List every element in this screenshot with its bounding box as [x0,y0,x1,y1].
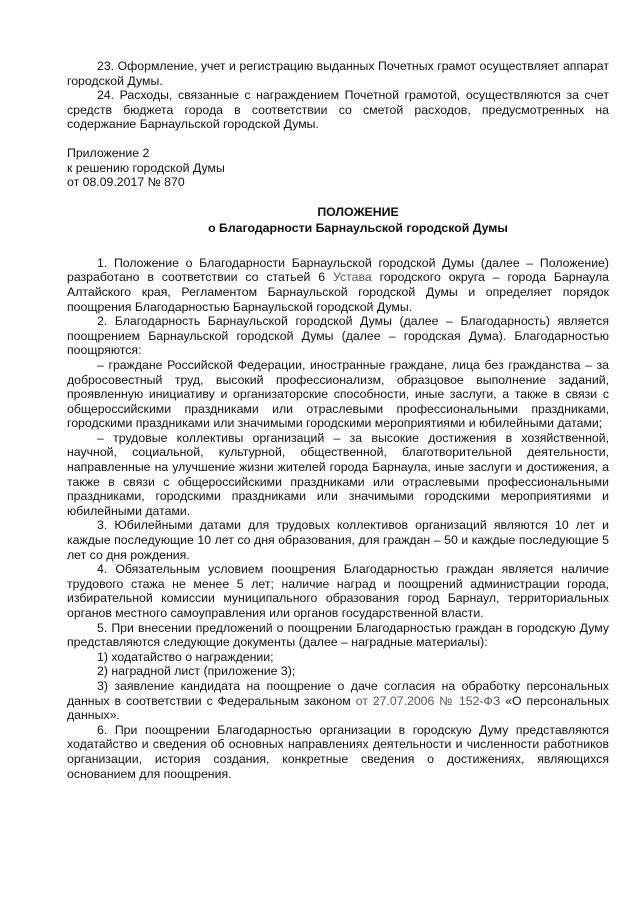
appendix-line-1: Приложение 2 [67,145,150,160]
appendix-header [67,146,609,190]
paragraph-5-item-1: 1) ходатайство о награждении; [97,649,274,664]
paragraph-1-text-b: городского округа – города Барнаула Алтайского края, Регламентом Барнаульской городской Думы и определяет порядок поощрения Благодарностью Барнаульской городской Думы. [67,270,609,314]
paragraph-1 [67,256,609,314]
paragraph-5: 5. При внесении предложений о поощрении Благодарностью граждан в городскую Думу представляются следующие документы (далее – наградные материалы): [67,620,609,650]
ustav-link[interactable]: Устава [333,270,372,285]
document-page [67,59,609,781]
paragraph-5-item-3-text-b: «О персональных данных». [67,693,609,723]
paragraph-2-collectives: – трудовые коллективы организаций – за высокие достижения в хозяйственной, научной, социальной, культурной, общественной, благотворительной деятельности, направленные на улучшение жизни жителей города Барнаула, иные заслуги и достижения, а также в связи с общероссийскими праздниками или отраслевыми профессиональными праздниками, городскими праздниками или значимыми городскими мероприятиями и юбилейными датами. [67,430,609,518]
paragraph-5-item-3 [67,679,609,723]
title-line-2: о Благодарности Барнаульской городской Думы [208,220,508,235]
federal-law-link[interactable]: от 27.07.2006 № 152-ФЗ [355,693,501,708]
paragraph-2-citizens: – граждане Российской Федерации, иностранные граждане, лица без гражданства – за добросовестный труд, высокий профессионализм, образцовое выполнение заданий, проявленную инициативу и организаторские способности, иные заслуги, а также в связи с общероссийскими праздниками или отраслевыми профессиональными праздниками, городскими праздниками или значимыми городскими мероприятиями и юбилейными датами; [67,357,609,431]
paragraph-6: 6. При поощрении Благодарностью организации в городскую Думу представляются ходатайство и сведения об основных направлениях деятельности и численности работников организации, история создания, конкретные сведения о достижениях, являющихся основанием для поощрения. [67,722,609,781]
paragraph-23: 23. Оформление, учет и регистрацию выданных Почетных грамот осуществляет аппарат городской Думы. [67,59,609,88]
title-line-1: ПОЛОЖЕНИЕ [317,204,399,219]
appendix-line-2: к решению городской Думы [67,160,225,175]
paragraph-2: 2. Благодарность Барнаульской городской Думы (далее – Благодарность) является поощрением Барнаульской городской Думы (далее – городская Дума). Благодарностью поощряются: [67,314,609,358]
paragraph-4: 4. Обязательным условием поощрения Благодарностью граждан является наличие трудового стажа не менее 5 лет; наличие наград и поощрений администрации города, избирательной комиссии муниципального образования город Барнаул, территориальных органов местного самоуправления или органов государственной власти. [67,562,609,620]
paragraph-5-item-2: 2) наградной лист (приложение 3); [97,664,296,679]
document-title [107,204,609,236]
paragraph-5-item-3-text-a: 3) заявление кандидата на поощрение о даче согласия на обработку персональных данных в соответствии с Федеральным законом [67,678,609,708]
paragraph-1-text-a: 1. Положение о Благодарности Барнаульской городской Думы (далее – Положение) разработано в соответствии со статьей 6 [67,255,609,285]
paragraph-3: 3. Юбилейными датами для трудовых коллективов организаций являются 10 лет и каждые последующие 10 лет со дня образования, для граждан – 50 и каждые последующие 5 лет со дня рождения. [67,518,609,562]
paragraph-24: 24. Расходы, связанные с награждением Почетной грамотой, осуществляются за счет средств бюджета города в соответствии со сметой расходов, предусмотренных на содержание Барнаульской городской Думы. [67,88,609,132]
appendix-line-3: от 08.09.2017 № 870 [67,175,185,190]
